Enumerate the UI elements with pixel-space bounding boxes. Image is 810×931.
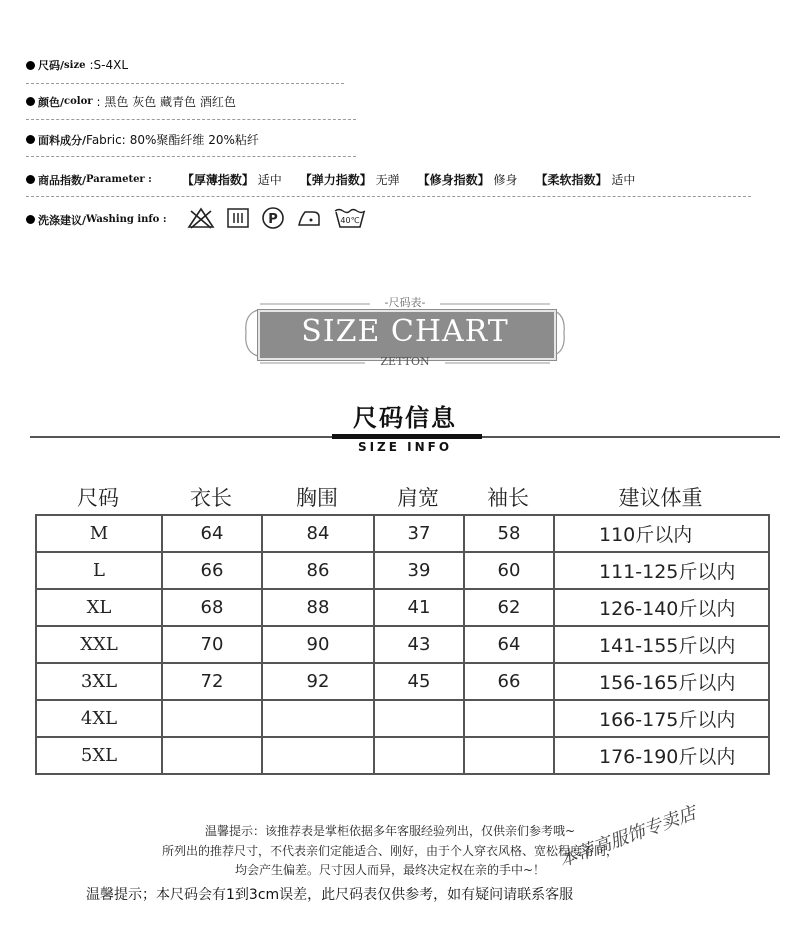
cell-length [162, 737, 262, 774]
divider [26, 119, 356, 120]
col-header-size: 尺码 [77, 486, 119, 510]
cell-length: 64 [162, 515, 262, 552]
svg-text:P: P [267, 212, 278, 227]
banner-bottom-text: ZETTON [380, 355, 430, 368]
bullet-icon [26, 215, 35, 224]
cell-sleeve: 64 [464, 626, 554, 663]
cell-chest: 88 [262, 589, 374, 626]
cell-chest [262, 700, 374, 737]
iron-low-icon [297, 207, 321, 232]
param-thickness: 【厚薄指数】 适中 [181, 173, 282, 187]
spec-size-value: :S-4XL [89, 58, 129, 72]
spec-parameter-label: 商品指数/ [38, 173, 87, 187]
cell-length: 68 [162, 589, 262, 626]
cell-shoulder: 41 [374, 589, 464, 626]
table-row [36, 663, 769, 700]
size-table [35, 514, 770, 775]
spec-size-label-en: size [64, 59, 86, 71]
cell-weight: 110斤以内 [554, 515, 769, 552]
table-row [36, 552, 769, 589]
divider [26, 83, 344, 84]
line-dry-icon [227, 207, 249, 232]
table-row [36, 515, 769, 552]
cell-shoulder [374, 737, 464, 774]
svg-text:40℃: 40℃ [339, 216, 360, 225]
cell-sleeve: 60 [464, 552, 554, 589]
cell-size: L [36, 552, 162, 589]
cell-sleeve: 58 [464, 515, 554, 552]
spec-fabric-label: 面料成分/ [38, 133, 87, 147]
bullet-icon [26, 97, 35, 106]
col-header-shoulder: 肩宽 [397, 486, 439, 510]
banner-title: SIZE CHART [301, 314, 509, 349]
col-header-length: 衣长 [190, 486, 232, 510]
cell-sleeve: 66 [464, 663, 554, 700]
cell-shoulder: 37 [374, 515, 464, 552]
divider [26, 196, 751, 197]
spec-washing-label: 洗涤建议/ [38, 213, 87, 227]
store-watermark: 本蒂高服饰专卖店 [556, 802, 699, 872]
cell-shoulder: 39 [374, 552, 464, 589]
spec-fabric-label-en: Fabric: [86, 132, 126, 147]
page-title: 尺码信息 [353, 404, 457, 432]
tip-final: 温馨提示；本尺码会有1到3cm误差，此尺码表仅供参考，如有疑问请联系客服 [86, 887, 574, 903]
bullet-icon [26, 135, 35, 144]
cell-sleeve [464, 737, 554, 774]
cell-length: 72 [162, 663, 262, 700]
cell-chest: 86 [262, 552, 374, 589]
cell-shoulder [374, 700, 464, 737]
param-fit: 【修身指数】 修身 [417, 173, 518, 187]
cell-size: 3XL [36, 663, 162, 700]
cell-size: M [36, 515, 162, 552]
cell-weight: 111-125斤以内 [554, 552, 769, 589]
spec-color-value: : 黑色 灰色 藏青色 酒红色 [96, 95, 236, 109]
tip-line-1: 温馨提示：该推荐表是掌柜依据多年客服经验列出，仅供亲们参考哦~ [204, 824, 576, 838]
cell-weight: 141-155斤以内 [554, 626, 769, 663]
size-chart-banner [240, 296, 570, 370]
cell-sleeve: 62 [464, 589, 554, 626]
divider [26, 156, 356, 157]
col-header-weight: 建议体重 [618, 486, 703, 510]
cell-sleeve [464, 700, 554, 737]
spec-washing-label-en: Washing info : [86, 214, 167, 225]
cell-chest: 90 [262, 626, 374, 663]
spec-size [26, 57, 128, 73]
cell-shoulder: 45 [374, 663, 464, 700]
cell-length: 70 [162, 626, 262, 663]
table-row [36, 626, 769, 663]
no-bleach-icon [187, 207, 215, 232]
cell-weight: 126-140斤以内 [554, 589, 769, 626]
dry-clean-p-icon [261, 206, 285, 233]
cell-size: XXL [36, 626, 162, 663]
spec-color [26, 93, 236, 110]
cell-shoulder: 43 [374, 626, 464, 663]
heading-rule-accent [332, 434, 482, 439]
cell-size: 5XL [36, 737, 162, 774]
cell-length: 66 [162, 552, 262, 589]
cell-chest [262, 737, 374, 774]
spec-fabric [26, 131, 259, 148]
spec-washing [26, 206, 367, 233]
cell-chest: 92 [262, 663, 374, 700]
col-header-sleeve: 袖长 [487, 486, 529, 510]
bullet-icon [26, 175, 35, 184]
cell-weight: 166-175斤以内 [554, 700, 769, 737]
cell-weight: 176-190斤以内 [554, 737, 769, 774]
tip-line-2: 所列出的推荐尺寸，不代表亲们定能适合、刚好，由于个人穿衣风格、宽松程度不同， [161, 844, 618, 858]
table-row [36, 589, 769, 626]
cell-size: XL [36, 589, 162, 626]
page-subtitle: SIZE INFO [357, 440, 453, 454]
banner-top-text: -尺码表- [384, 296, 426, 309]
spec-size-label: 尺码/ [38, 59, 65, 72]
param-softness: 【柔软指数】 适中 [535, 173, 636, 187]
spec-parameter [26, 171, 635, 188]
cell-weight: 156-165斤以内 [554, 663, 769, 700]
spec-color-label-en: color [64, 96, 93, 107]
cell-length [162, 700, 262, 737]
cell-size: 4XL [36, 700, 162, 737]
spec-parameter-label-en: Parameter : [86, 174, 152, 185]
table-row [36, 700, 769, 737]
col-header-chest: 胸围 [296, 486, 338, 510]
bullet-icon [26, 61, 35, 70]
spec-fabric-value: 80%聚酯纤维 20%粘纤 [129, 133, 259, 147]
table-row [36, 737, 769, 774]
wash-40-icon [333, 206, 367, 233]
spec-color-label: 颜色/ [38, 95, 65, 109]
param-elasticity: 【弹力指数】 无弹 [299, 173, 400, 187]
tip-line-3: 均会产生偏差。尺寸因人而异，最终决定权在亲的手中~！ [234, 863, 546, 877]
cell-chest: 84 [262, 515, 374, 552]
